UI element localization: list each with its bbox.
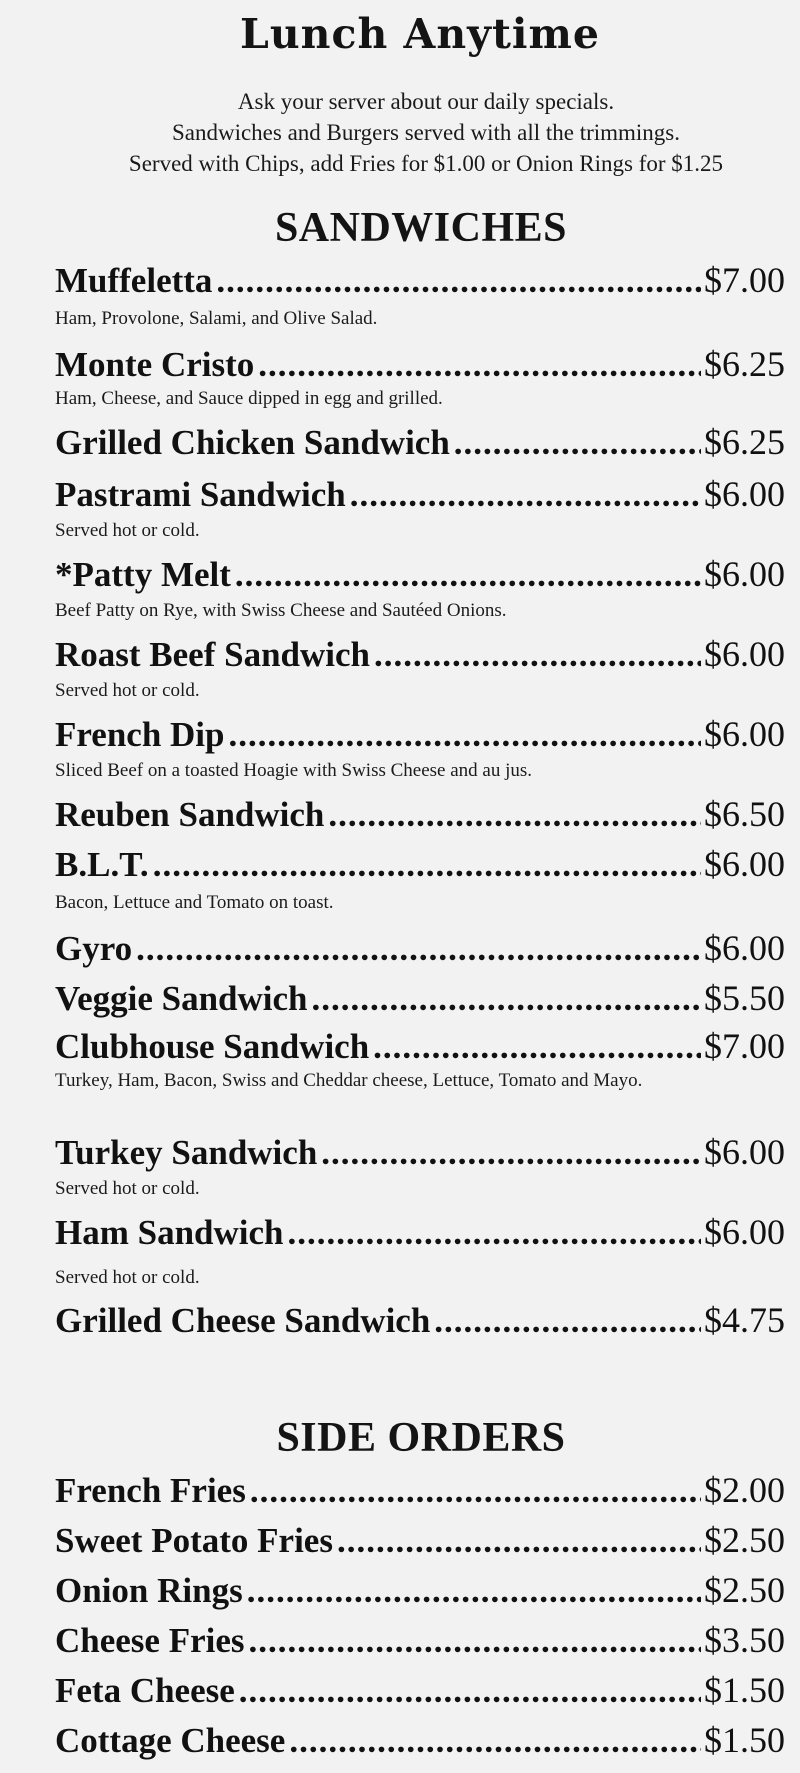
item-price: $6.25 [704, 344, 785, 384]
item-name: Turkey Sandwich [55, 1133, 318, 1172]
menu-item-grilled-cheese-sandwich [55, 1298, 785, 1343]
item-price: $6.00 [704, 1212, 785, 1252]
item-name: B.L.T. [55, 845, 149, 884]
intro-line: Ask your server about our daily specials. [237, 89, 615, 114]
intro-line: Served with Chips, add Fries for $1.00 or Onion Rings for $1.25 [128, 151, 724, 176]
item-name: Veggie Sandwich [55, 979, 308, 1018]
item-price: $6.00 [704, 554, 785, 594]
item-price: $1.50 [704, 1720, 785, 1760]
item-price: $2.50 [704, 1520, 785, 1560]
item-name: Muffeletta [55, 261, 213, 300]
menu-item-monte-cristo [55, 342, 785, 387]
item-name: Onion Rings [55, 1571, 243, 1610]
menu-item-cheese-fries [55, 1618, 785, 1663]
item-name: Monte Cristo [55, 345, 255, 384]
item-price: $6.25 [704, 422, 785, 462]
item-name: Sweet Potato Fries [55, 1521, 333, 1560]
menu-item-ham-sandwich [55, 1210, 785, 1255]
item-description: Ham, Cheese, and Sauce dipped in egg and grilled. [55, 388, 443, 409]
menu-item-french-fries [55, 1468, 785, 1513]
menu-item-pastrami-sandwich [55, 472, 785, 517]
menu-item-grilled-chicken-sandwich [55, 420, 785, 465]
menu-item-feta-cheese [55, 1668, 785, 1713]
item-description: Served hot or cold. [55, 680, 200, 701]
item-name: Roast Beef Sandwich [55, 635, 371, 674]
dot-leader [312, 977, 701, 1021]
item-name: *Patty Melt [55, 555, 231, 594]
item-description: Sliced Beef on a toasted Hoagie with Swiss Cheese and au jus. [55, 760, 533, 781]
dot-leader [434, 1299, 701, 1343]
dot-leader [153, 843, 701, 887]
menu-item-muffeletta [55, 258, 785, 303]
item-price: $7.00 [704, 260, 785, 300]
menu-item-onion-rings [55, 1568, 785, 1613]
item-name: Gyro [55, 929, 133, 968]
item-price: $6.50 [704, 794, 785, 834]
item-description: Bacon, Lettuce and Tomato on toast. [55, 892, 334, 913]
item-price: $3.50 [704, 1620, 785, 1660]
menu-item-sweet-potato-fries [55, 1518, 785, 1563]
menu-item-turkey-sandwich [55, 1130, 785, 1175]
dot-leader [288, 1211, 701, 1255]
item-price: $4.75 [704, 1300, 785, 1340]
dot-leader [250, 1469, 701, 1513]
dot-leader [247, 1569, 701, 1613]
item-name: Grilled Cheese Sandwich [55, 1301, 431, 1340]
item-description: Served hot or cold. [55, 1267, 200, 1288]
menu-item-veggie-sandwich [55, 976, 785, 1021]
item-price: $6.00 [704, 634, 785, 674]
dot-leader [328, 793, 701, 837]
item-price: $6.00 [704, 474, 785, 514]
dot-leader [321, 1131, 701, 1175]
page-title: Lunch Anytime [240, 10, 600, 58]
dot-leader [337, 1519, 701, 1563]
dot-leader [454, 421, 701, 465]
item-description: Beef Patty on Rye, with Swiss Cheese and Sautéed Onions. [55, 600, 507, 621]
menu-item-reuben-sandwich [55, 792, 785, 837]
item-description: Served hot or cold. [55, 1178, 200, 1199]
dot-leader [239, 1669, 701, 1713]
item-price: $2.50 [704, 1570, 785, 1610]
item-price: $6.00 [704, 714, 785, 754]
item-name: Feta Cheese [55, 1671, 235, 1710]
menu-item-patty-melt [55, 552, 785, 597]
dot-leader [216, 259, 701, 303]
item-price: $7.00 [704, 1026, 785, 1066]
intro-line: Sandwiches and Burgers served with all the trimmings. [171, 120, 681, 145]
dot-leader [249, 1619, 701, 1663]
item-name: Clubhouse Sandwich [55, 1027, 370, 1066]
menu-item-blt [55, 842, 785, 887]
menu-item-clubhouse-sandwich [55, 1024, 785, 1069]
side-orders-heading: SIDE ORDERS [276, 1415, 566, 1461]
dot-leader [374, 633, 701, 677]
item-name: French Dip [55, 715, 225, 754]
item-price: $6.00 [704, 928, 785, 968]
item-description: Served hot or cold. [55, 520, 200, 541]
dot-leader [289, 1719, 701, 1763]
item-name: Ham Sandwich [55, 1213, 284, 1252]
dot-leader [373, 1025, 701, 1069]
dot-leader [350, 473, 701, 517]
dot-leader [136, 927, 701, 971]
item-price: $5.50 [704, 978, 785, 1018]
intro-text [0, 86, 800, 179]
item-name: Reuben Sandwich [55, 795, 325, 834]
dot-leader [235, 553, 701, 597]
item-name: Grilled Chicken Sandwich [55, 423, 450, 462]
item-name: Cheese Fries [55, 1621, 245, 1660]
sandwiches-heading: SANDWICHES [274, 205, 568, 251]
item-price: $1.50 [704, 1670, 785, 1710]
menu-item-gyro [55, 926, 785, 971]
item-price: $2.00 [704, 1470, 785, 1510]
menu-item-roast-beef-sandwich [55, 632, 785, 677]
item-name: Cottage Cheese [55, 1721, 286, 1760]
dot-leader [229, 713, 702, 757]
dot-leader [258, 343, 701, 387]
menu-item-french-dip [55, 712, 785, 757]
item-name: French Fries [55, 1471, 246, 1510]
item-description: Turkey, Ham, Bacon, Swiss and Cheddar cheese, Lettuce, Tomato and Mayo. [55, 1070, 643, 1091]
item-name: Pastrami Sandwich [55, 475, 346, 514]
item-price: $6.00 [704, 1132, 785, 1172]
menu-item-cottage-cheese [55, 1718, 785, 1763]
item-description: Ham, Provolone, Salami, and Olive Salad. [55, 308, 378, 329]
item-price: $6.00 [704, 844, 785, 884]
